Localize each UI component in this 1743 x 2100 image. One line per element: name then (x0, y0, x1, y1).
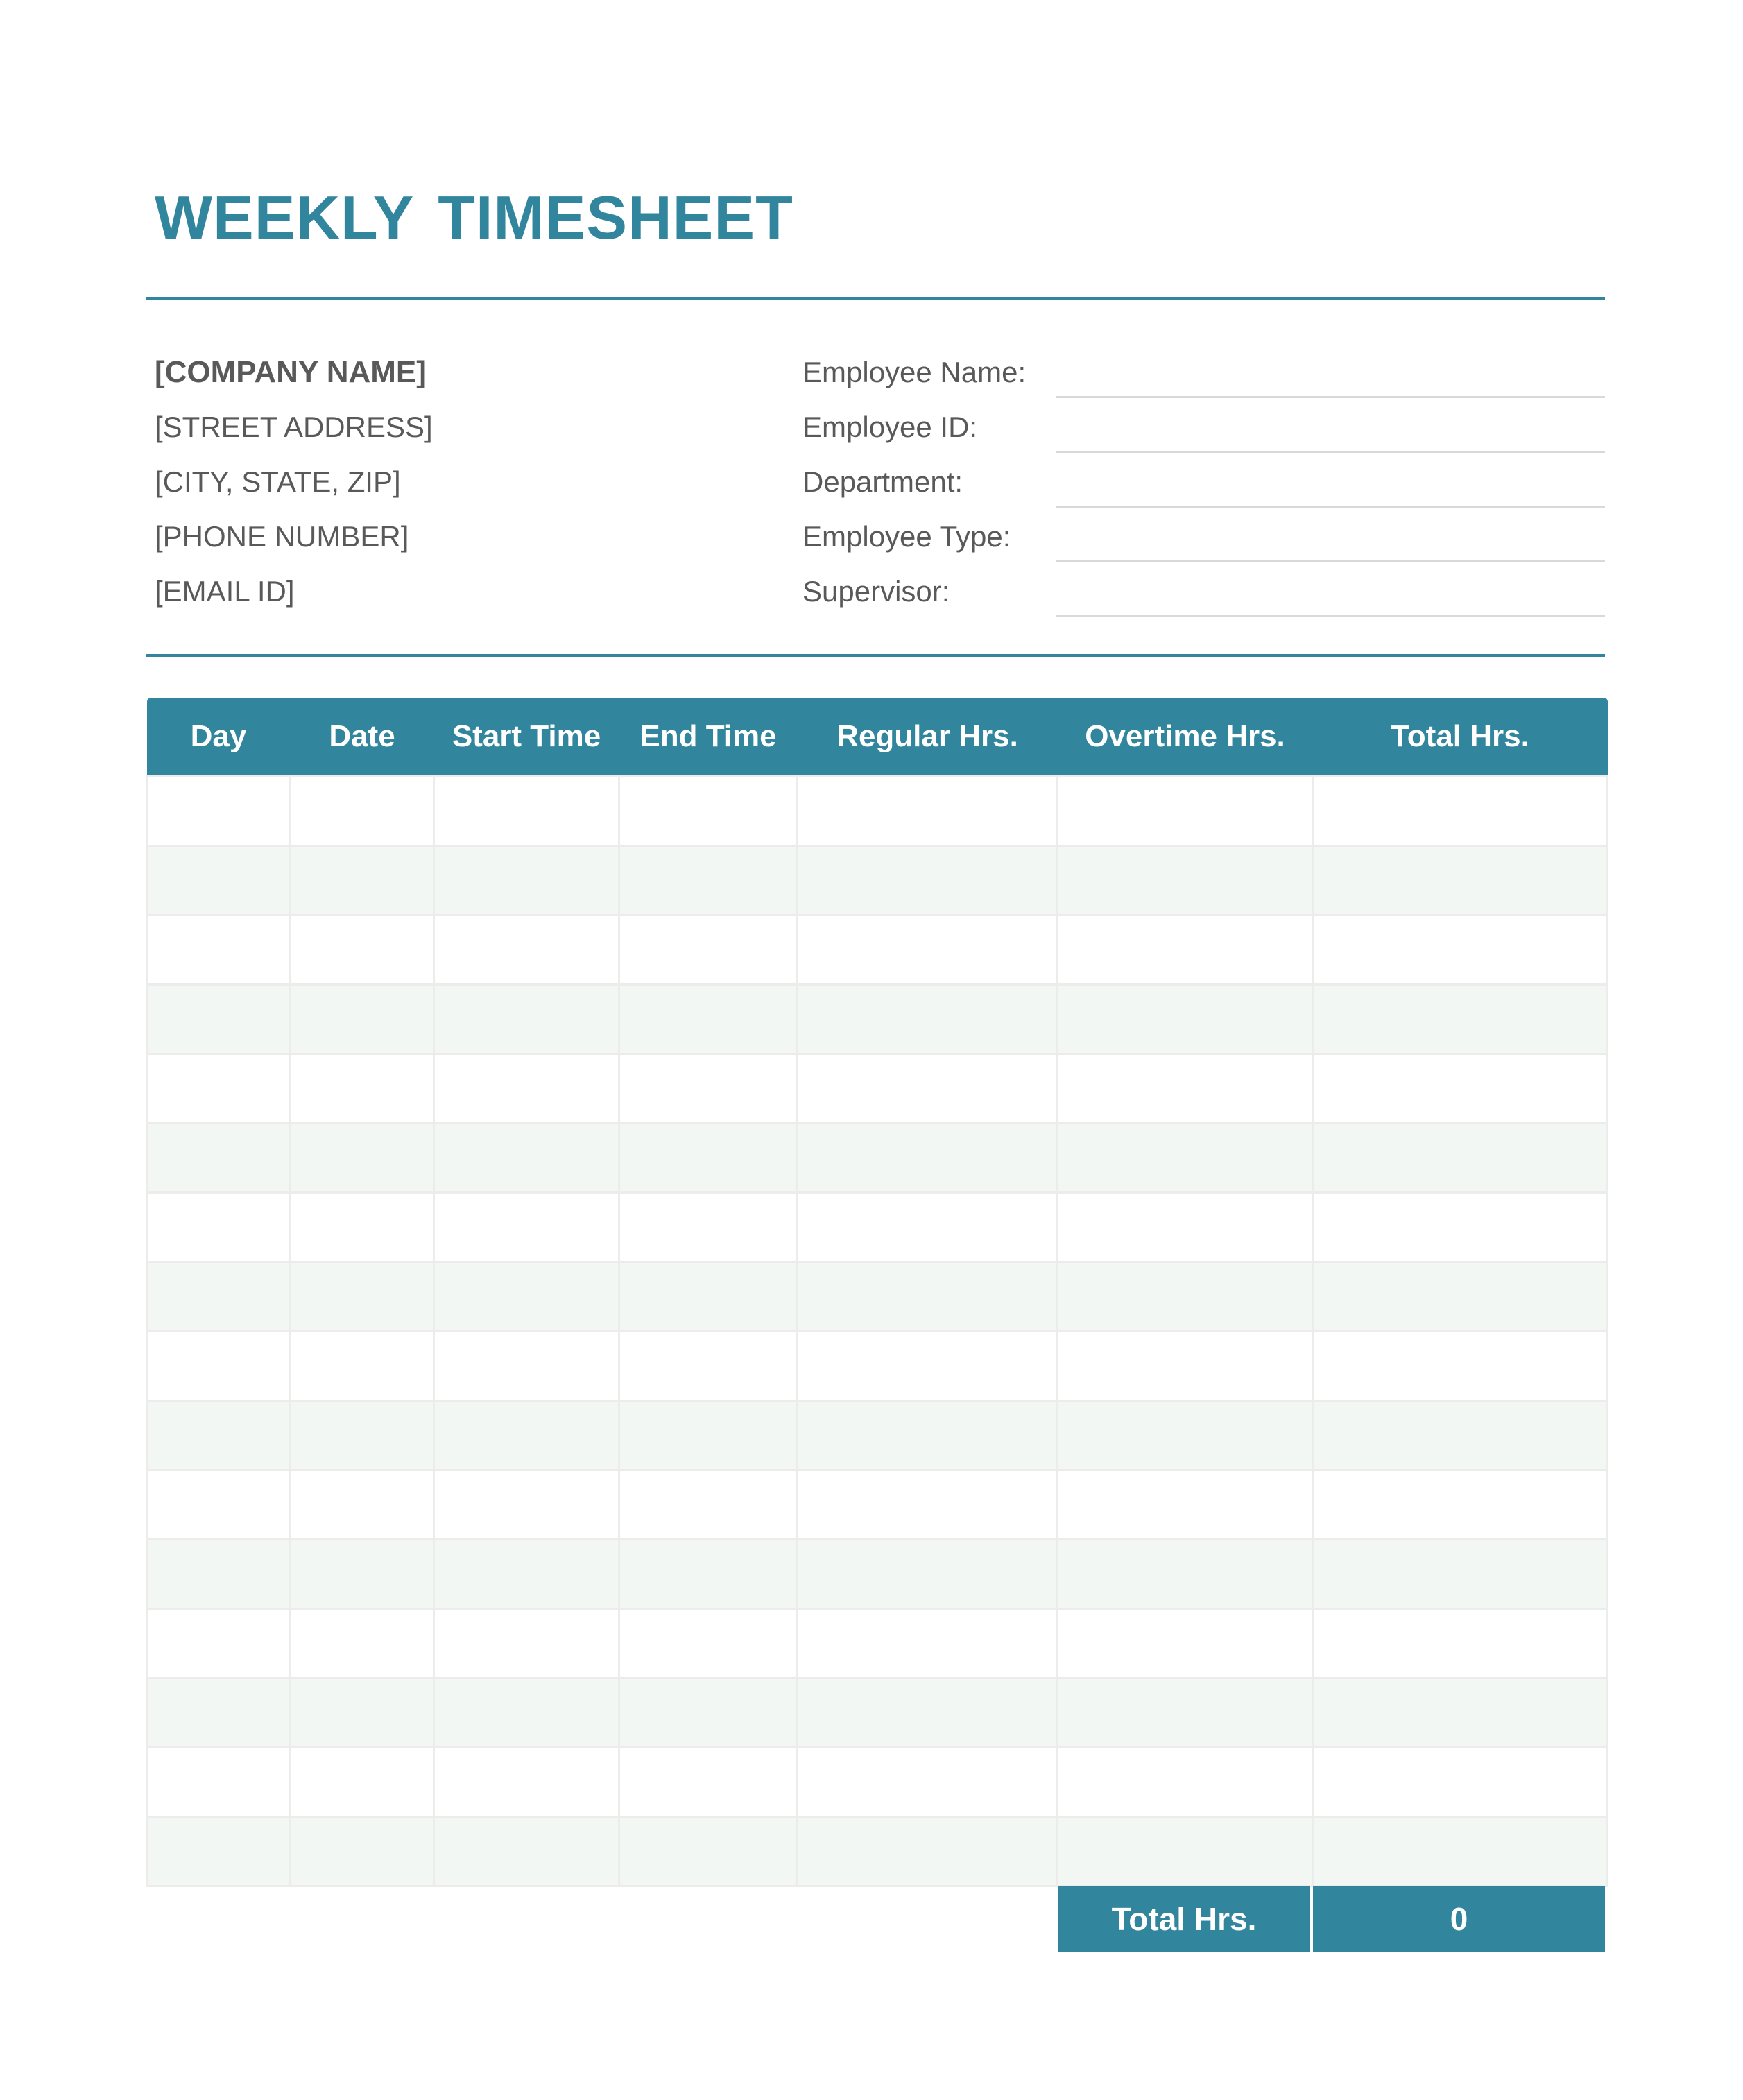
table-row (147, 1124, 1608, 1193)
table-row (147, 915, 1608, 985)
cell-total-hrs[interactable] (1313, 1332, 1608, 1401)
cell-total-hrs[interactable] (1313, 1540, 1608, 1609)
cell-total-hrs[interactable] (1313, 1678, 1608, 1748)
col-header-end-time: End Time (619, 698, 798, 777)
cell-regular-hrs[interactable] (798, 1817, 1058, 1886)
cell-date[interactable] (291, 985, 434, 1054)
cell-overtime-hrs[interactable] (1058, 1678, 1313, 1748)
cell-start-time[interactable] (434, 1817, 619, 1886)
department-field[interactable] (1056, 460, 1605, 508)
table-header-row (147, 698, 1608, 777)
cell-day[interactable] (147, 1540, 291, 1609)
cell-start-time[interactable] (434, 777, 619, 846)
employee-name-label: Employee Name: (802, 356, 1027, 388)
cell-start-time[interactable] (434, 1609, 619, 1678)
cell-day[interactable] (147, 777, 291, 846)
cell-end-time[interactable] (619, 1332, 798, 1401)
cell-end-time[interactable] (619, 1124, 798, 1193)
cell-date[interactable] (291, 777, 434, 846)
company-name[interactable]: [COMPANY NAME] (155, 355, 427, 389)
cell-date[interactable] (291, 846, 434, 915)
cell-day[interactable] (147, 985, 291, 1054)
cell-end-time[interactable] (619, 985, 798, 1054)
cell-day[interactable] (147, 1748, 291, 1817)
timesheet-table (146, 698, 1608, 1887)
cell-date[interactable] (291, 1817, 434, 1886)
cell-day[interactable] (147, 1193, 291, 1262)
company-city[interactable]: [CITY, STATE, ZIP] (155, 465, 401, 498)
cell-overtime-hrs[interactable] (1058, 985, 1313, 1054)
cell-date[interactable] (291, 1401, 434, 1470)
company-phone[interactable]: [PHONE NUMBER] (155, 520, 409, 553)
cell-start-time[interactable] (434, 1054, 619, 1124)
cell-overtime-hrs[interactable] (1058, 1470, 1313, 1540)
department-label: Department: (802, 465, 963, 498)
employee-type-label: Employee Type: (802, 520, 1011, 553)
cell-date[interactable] (291, 1262, 434, 1332)
total-hours-value: 0 (1313, 1886, 1605, 1952)
cell-regular-hrs[interactable] (798, 1470, 1058, 1540)
cell-start-time[interactable] (434, 1332, 619, 1401)
cell-overtime-hrs[interactable] (1058, 1193, 1313, 1262)
cell-overtime-hrs[interactable] (1058, 1748, 1313, 1817)
cell-end-time[interactable] (619, 1678, 798, 1748)
cell-end-time[interactable] (619, 846, 798, 915)
table-row (147, 846, 1608, 915)
cell-end-time[interactable] (619, 1748, 798, 1817)
cell-date[interactable] (291, 1678, 434, 1748)
cell-end-time[interactable] (619, 1262, 798, 1332)
col-header-start-time: Start Time (434, 698, 619, 777)
employee-name-row (802, 350, 1605, 405)
cell-overtime-hrs[interactable] (1058, 1262, 1313, 1332)
table-row (147, 1609, 1608, 1678)
cell-day[interactable] (147, 1262, 291, 1332)
cell-total-hrs[interactable] (1313, 1054, 1608, 1124)
table-row (147, 1401, 1608, 1470)
cell-regular-hrs[interactable] (798, 1678, 1058, 1748)
cell-total-hrs[interactable] (1313, 1748, 1608, 1817)
cell-total-hrs[interactable] (1313, 1609, 1608, 1678)
cell-end-time[interactable] (619, 1401, 798, 1470)
company-street[interactable]: [STREET ADDRESS] (155, 411, 433, 443)
cell-date[interactable] (291, 1609, 434, 1678)
employee-id-field[interactable] (1056, 405, 1605, 453)
col-header-regular-hrs: Regular Hrs. (798, 698, 1058, 777)
cell-start-time[interactable] (434, 985, 619, 1054)
cell-day[interactable] (147, 1817, 291, 1886)
cell-overtime-hrs[interactable] (1058, 1401, 1313, 1470)
cell-day[interactable] (147, 1124, 291, 1193)
col-header-day: Day (147, 698, 291, 777)
cell-start-time[interactable] (434, 1540, 619, 1609)
cell-overtime-hrs[interactable] (1058, 1054, 1313, 1124)
supervisor-row (802, 569, 1605, 624)
cell-start-time[interactable] (434, 1193, 619, 1262)
cell-overtime-hrs[interactable] (1058, 1609, 1313, 1678)
cell-overtime-hrs[interactable] (1058, 1124, 1313, 1193)
cell-start-time[interactable] (434, 1124, 619, 1193)
col-header-overtime-hrs: Overtime Hrs. (1058, 698, 1313, 777)
cell-date[interactable] (291, 1124, 434, 1193)
cell-day[interactable] (147, 1054, 291, 1124)
department-row (802, 460, 1605, 515)
cell-overtime-hrs[interactable] (1058, 915, 1313, 985)
table-row (147, 1470, 1608, 1540)
cell-end-time[interactable] (619, 1193, 798, 1262)
cell-regular-hrs[interactable] (798, 846, 1058, 915)
cell-regular-hrs[interactable] (798, 1262, 1058, 1332)
cell-date[interactable] (291, 915, 434, 985)
cell-total-hrs[interactable] (1313, 1470, 1608, 1540)
cell-overtime-hrs[interactable] (1058, 777, 1313, 846)
cell-start-time[interactable] (434, 846, 619, 915)
page-title: WEEKLY TIMESHEET (155, 183, 793, 252)
cell-overtime-hrs[interactable] (1058, 846, 1313, 915)
cell-total-hrs[interactable] (1313, 985, 1608, 1054)
cell-end-time[interactable] (619, 1470, 798, 1540)
cell-total-hrs[interactable] (1313, 1817, 1608, 1886)
table-row (147, 1332, 1608, 1401)
cell-start-time[interactable] (434, 1748, 619, 1817)
cell-day[interactable] (147, 1678, 291, 1748)
cell-regular-hrs[interactable] (798, 1332, 1058, 1401)
title-divider (146, 297, 1605, 300)
cell-day[interactable] (147, 1470, 291, 1540)
cell-regular-hrs[interactable] (798, 915, 1058, 985)
cell-regular-hrs[interactable] (798, 1540, 1058, 1609)
cell-regular-hrs[interactable] (798, 1401, 1058, 1470)
cell-end-time[interactable] (619, 1540, 798, 1609)
cell-start-time[interactable] (434, 915, 619, 985)
cell-total-hrs[interactable] (1313, 1401, 1608, 1470)
col-header-date: Date (291, 698, 434, 777)
cell-day[interactable] (147, 1401, 291, 1470)
cell-total-hrs[interactable] (1313, 915, 1608, 985)
cell-date[interactable] (291, 1748, 434, 1817)
cell-end-time[interactable] (619, 1817, 798, 1886)
cell-end-time[interactable] (619, 1609, 798, 1678)
cell-day[interactable] (147, 1332, 291, 1401)
cell-end-time[interactable] (619, 915, 798, 985)
employee-id-row (802, 405, 1605, 460)
cell-total-hrs[interactable] (1313, 1124, 1608, 1193)
table-row (147, 1540, 1608, 1609)
cell-regular-hrs[interactable] (798, 1193, 1058, 1262)
company-info (155, 350, 751, 624)
company-email[interactable]: [EMAIL ID] (155, 575, 295, 608)
table-row (147, 1193, 1608, 1262)
cell-date[interactable] (291, 1054, 434, 1124)
table-row (147, 777, 1608, 846)
supervisor-field[interactable] (1056, 569, 1605, 617)
cell-total-hrs[interactable] (1313, 846, 1608, 915)
table-row (147, 1054, 1608, 1124)
employee-info (802, 350, 1605, 624)
table-row (147, 1262, 1608, 1332)
employee-type-row (802, 515, 1605, 569)
cell-overtime-hrs[interactable] (1058, 1540, 1313, 1609)
cell-total-hrs[interactable] (1313, 777, 1608, 846)
cell-regular-hrs[interactable] (798, 1748, 1058, 1817)
col-header-total-hrs: Total Hrs. (1313, 698, 1608, 777)
cell-regular-hrs[interactable] (798, 1054, 1058, 1124)
cell-total-hrs[interactable] (1313, 1262, 1608, 1332)
table-row (147, 1748, 1608, 1817)
cell-start-time[interactable] (434, 1401, 619, 1470)
supervisor-label: Supervisor: (802, 575, 950, 608)
cell-date[interactable] (291, 1193, 434, 1262)
section-divider (146, 654, 1605, 657)
cell-day[interactable] (147, 915, 291, 985)
timesheet-body (147, 777, 1608, 1886)
table-row (147, 985, 1608, 1054)
cell-start-time[interactable] (434, 1470, 619, 1540)
cell-day[interactable] (147, 1609, 291, 1678)
cell-date[interactable] (291, 1332, 434, 1401)
employee-type-field[interactable] (1056, 515, 1605, 562)
cell-end-time[interactable] (619, 777, 798, 846)
table-row (147, 1678, 1608, 1748)
cell-regular-hrs[interactable] (798, 1124, 1058, 1193)
cell-start-time[interactable] (434, 1262, 619, 1332)
cell-overtime-hrs[interactable] (1058, 1332, 1313, 1401)
total-hours-label: Total Hrs. (1058, 1886, 1310, 1952)
cell-total-hrs[interactable] (1313, 1193, 1608, 1262)
table-row (147, 1817, 1608, 1886)
cell-regular-hrs[interactable] (798, 777, 1058, 846)
cell-regular-hrs[interactable] (798, 985, 1058, 1054)
cell-start-time[interactable] (434, 1678, 619, 1748)
employee-id-label: Employee ID: (802, 411, 978, 443)
cell-overtime-hrs[interactable] (1058, 1817, 1313, 1886)
cell-regular-hrs[interactable] (798, 1609, 1058, 1678)
cell-date[interactable] (291, 1540, 434, 1609)
cell-end-time[interactable] (619, 1054, 798, 1124)
cell-date[interactable] (291, 1470, 434, 1540)
employee-name-field[interactable] (1056, 350, 1605, 398)
cell-day[interactable] (147, 846, 291, 915)
